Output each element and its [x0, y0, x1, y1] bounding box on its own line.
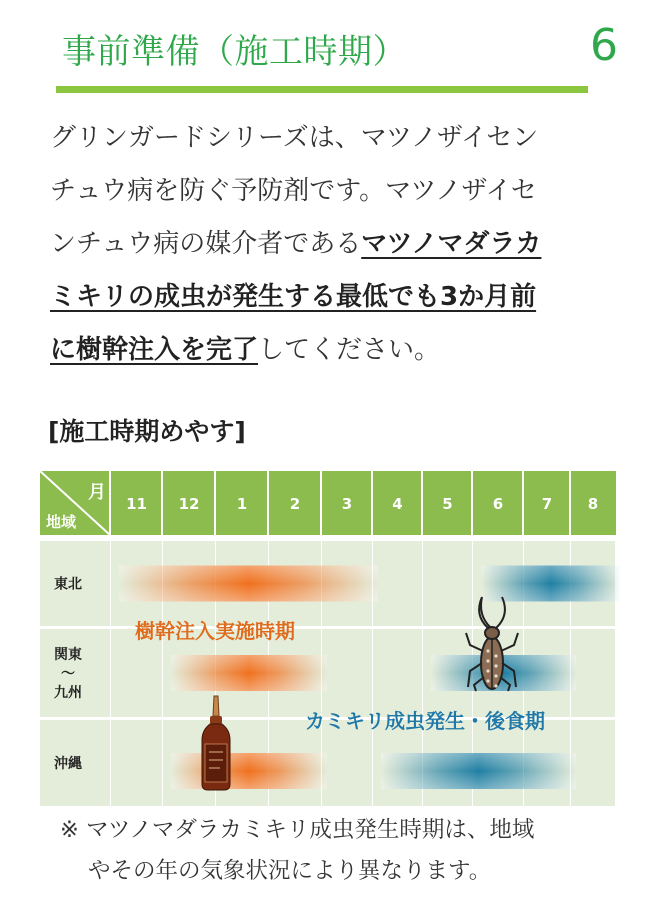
month-cell: [423, 541, 472, 626]
footnote-line-1: ※ マツノマダラカミキリ成虫発生時期は、地域: [60, 817, 535, 843]
region-label: 沖縄: [54, 756, 82, 772]
footnote-line-2: やその年の気象状況により異なります。: [88, 858, 492, 884]
intro-line-2: チュウ病を防ぐ予防剤です。マツノザイセ: [50, 176, 537, 206]
intro-emphasis-3: に樹幹注入を完了: [50, 335, 259, 365]
month-label: 11: [126, 495, 147, 513]
section-heading: [施工時期めやす]: [48, 417, 246, 446]
bar-sheen: [171, 655, 327, 691]
bar-sheen: [171, 753, 327, 789]
month-label: 2: [289, 495, 301, 513]
month-cell: [571, 720, 615, 806]
intro-line-3-text: ンチュウ病の媒介者である: [50, 229, 362, 259]
page-number: 6: [590, 20, 618, 71]
page-title: 事前準備（施工時期）: [62, 32, 407, 72]
region-label: 関東: [54, 647, 82, 663]
bar-sheen: [481, 566, 621, 602]
month-label: 6: [492, 495, 504, 513]
intro-emphasis-2: ミキリの成虫が発生する最低でも3か月前: [50, 282, 537, 312]
month-label: 5: [442, 495, 453, 513]
month-cell: [571, 629, 615, 717]
month-label: 4: [392, 495, 403, 513]
month-label: 8: [587, 495, 599, 513]
region-label: 九州: [54, 685, 82, 701]
month-cell: [373, 629, 422, 717]
month-cell: [111, 720, 162, 806]
month-cell: [373, 541, 422, 626]
region-label: 〜: [61, 666, 75, 682]
bar-sheen: [119, 566, 378, 602]
region-label: 東北: [54, 576, 82, 593]
month-label: 12: [178, 495, 200, 513]
month-label: 3: [341, 495, 353, 513]
month-label: 1: [236, 495, 248, 513]
bar-sheen: [381, 753, 576, 789]
intro-line-1: グリンガードシリーズは、マツノザイセン: [50, 123, 539, 153]
footnote: [60, 810, 534, 892]
intro-emphasis-1: マツノマダラカ: [361, 229, 542, 259]
month-label: 7: [541, 495, 553, 513]
corner-region-label: 地域: [46, 513, 77, 531]
intro-line-5-text: してください。: [258, 335, 441, 365]
injection-series-label: 樹幹注入実施時期: [135, 619, 295, 643]
corner-month-label: 月: [88, 482, 106, 503]
region-cell: [40, 629, 110, 717]
month-cell: [322, 629, 372, 717]
beetle-series-label: カミキリ成虫発生・後食期: [305, 709, 545, 733]
